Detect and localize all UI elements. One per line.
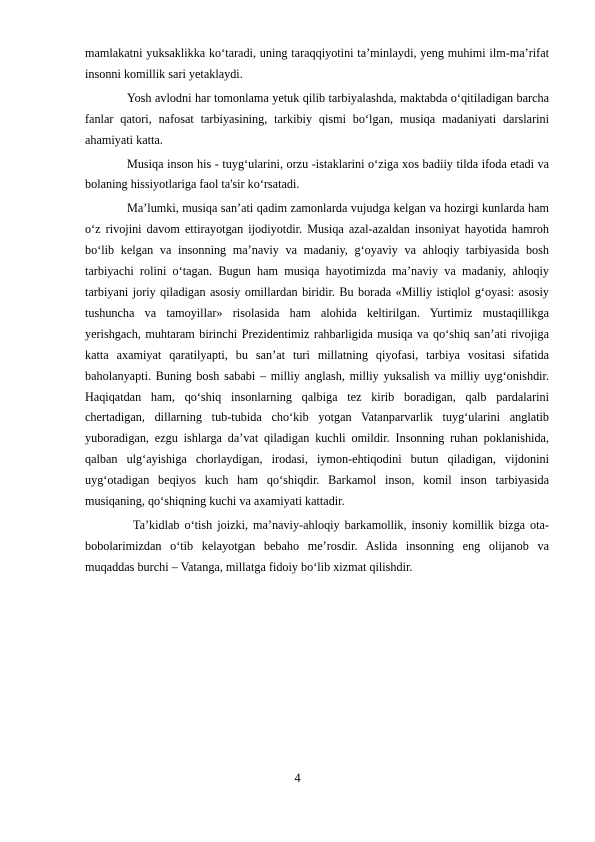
paragraph-continuation: mamlakatni yuksaklikka ko‘taradi, uning taraqqiyotini taʼminlaydi, yeng muhimi ilm-maʼrifat insonni komillik sari yetaklaydi. <box>85 46 549 81</box>
document-body <box>85 43 549 581</box>
paragraph-music-emotions: Musiqa inson his - tuyg‘ularini, orzu -istaklarini o‘ziga xos badiiy tilda ifoda etadi va bolaning hissiyotlariga faol ta'sir ko‘rsatadi. <box>85 156 549 192</box>
paragraph-youth-education: Yosh avlodni har tomonlama yetuk qilib tarbiyalashda, maktabda o‘qitiladigan barcha fanlar qatori, nafosat tarbiyasining, tarkibiy qismi bo‘lgan, musiqa madaniyati darslarini ahamiyati katta. <box>85 90 549 147</box>
page-number: 4 <box>294 771 301 785</box>
paragraph-music-history: Maʼlumki, musiqa sanʼati qadim zamonlarda vujudga kelgan va hozirgi kunlarda ham o‘z rivojini davom ettirayotgan ijodiyotdir. Musiqa azal-azaldan insoniyat hayotida hamroh bo‘lib kelgan va insonning maʼnaviy va madaniy, g‘oyaviy va ahloqiy tarbiyasida bosh tarbiyachi rolini o‘tagan. Bugun ham musiqa hayotimizda maʼnaviy va madaniy, ahloqiy tarbiyani joriy qiladigan asosiy omillardan biridir. Bu borada «Milliy istiqlol g‘oyasi: asosiy tushuncha va tamoyillar» risolasida ham alohida keltirilgan. Yurtimiz mustaqillikga yerishgach, muhtaram birinchi Prezidentimiz rahbarligida musiqa va qo‘shiq sanʼati rivojiga katta axamiyat qaratilyapti, bu sanʼat turi millatning qiyofasi, tarbiya vositasi sifatida baholanyapti. Buning bosh sababi – milliy anglash, milliy yuksalish va milliy uyg‘onishdir. Haqiqatdan ham, qo‘shiq insonlarning qalbiga tez kirib boradigan, qalb pardalarini chertadigan, dillarning tub-tubida cho‘kib yotgan Vatanparvarlik tuyg‘ularini anglatib yuboradigan, ezgu ishlarga daʼvat qiladigan kuchli omildir. Insonning ruhan poklanishida, qalban ulg‘ayishiga chorlaydigan, irodasi, iymon-ehtiqodini butun qiladigan, vijdonini uyg‘otadigan beqiyos kuch ham qo‘shiqdir. Barkamol inson, komil inson tarbiyasida musiqaning, qo‘shiqning kuchi va axamiyati kattadir. <box>85 201 549 509</box>
paragraph-moral-heritage: Taʼkidlab o‘tish joizki, maʼnaviy-ahloqiy barkamollik, insoniy komillik bizga ota-bobolarimizdan o‘tib kelayotgan bebaho meʼrosdir. Aslida insonning eng olijanob va muqaddas burchi – Vatanga, millatga fidoiy bo‘lib xizmat qilishdir. <box>85 517 549 574</box>
